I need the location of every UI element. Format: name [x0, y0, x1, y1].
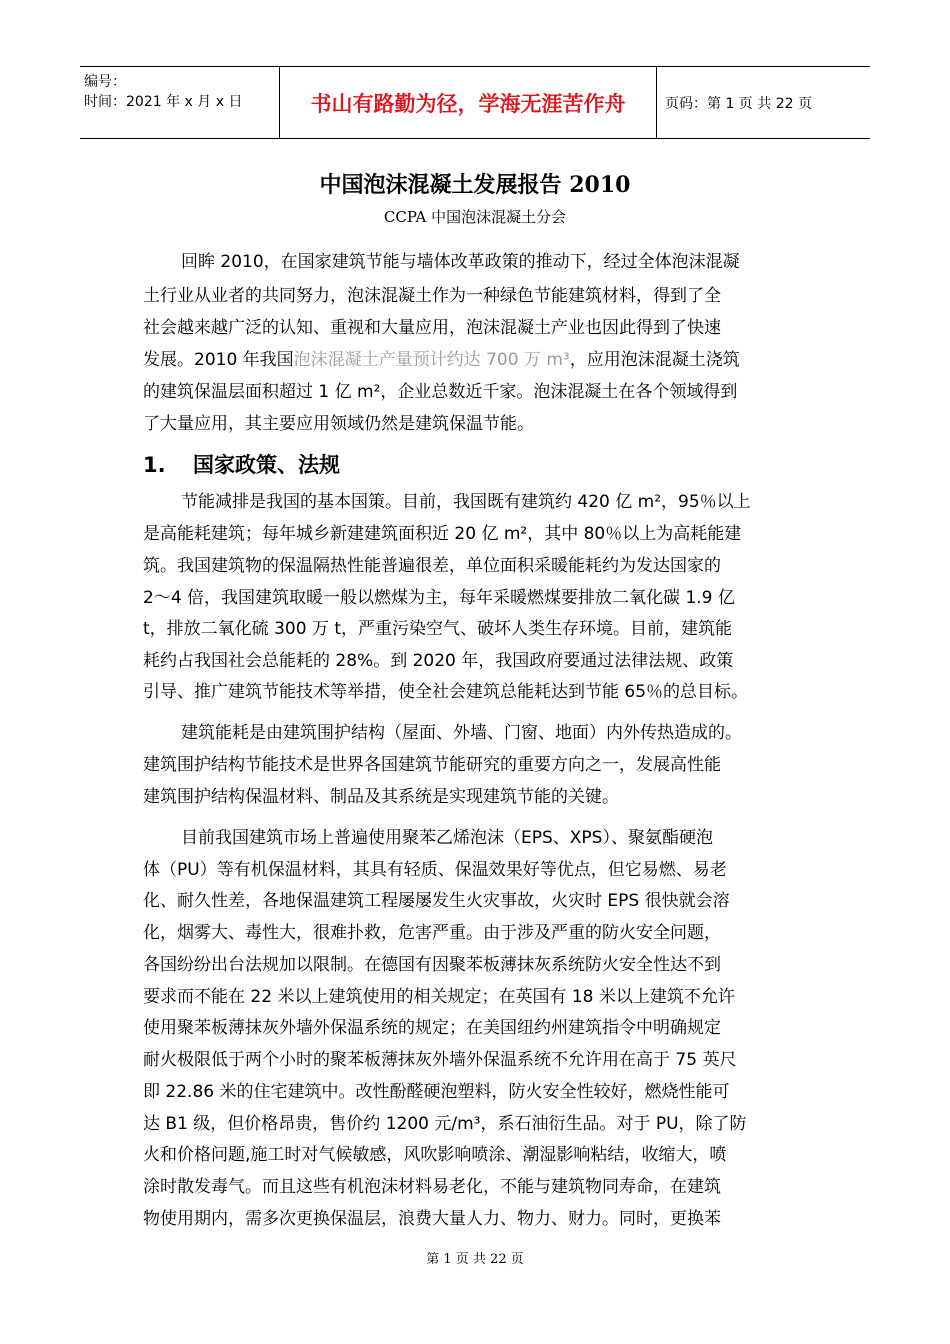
paragraph-line: 各国纷纷出台法规加以限制。在德国有因聚苯板薄抹灰系统防火安全性达不到 [143, 955, 721, 975]
paragraph-line: 化，烟雾大、毒性大，很难扑救，危害严重。由于涉及严重的防火安全问题， [143, 923, 721, 943]
paragraph-line: 使用聚苯板薄抹灰外墙外保温系统的规定；在美国纽约州建筑指令中明确规定 [143, 1018, 721, 1038]
header-page-info: 页码：第 1 页 共 22 页 [665, 95, 812, 112]
paragraph-line: 是高能耗建筑；每年城乡新建建筑面积近 20 亿 m²，其中 80％以上为高耗能建 [143, 524, 742, 544]
paragraph-line [143, 348, 808, 372]
header-meta [80, 67, 279, 138]
section-heading [143, 450, 340, 480]
paragraph-line: 达 B1 级，但价格昂贵，售价约 1200 元/m³，系石油衍生品。对于 PU，除了防 [143, 1114, 747, 1134]
paragraph-line: 土行业从业者的共同努力，泡沫混凝土作为一种绿色节能建筑材料，得到了全 [143, 286, 721, 306]
document-time-label: 时间：2021 年 x 月 x 日 [84, 94, 243, 110]
text-span: ，应用泡沫混凝土浇筑 [569, 350, 740, 370]
paragraph-line: 引导、推广建筑节能技术等举措，使全社会建筑总能耗达到节能 65％的总目标。 [143, 682, 749, 702]
paragraph-line: 目前我国建筑市场上普遍使用聚苯乙烯泡沫（EPS、XPS）、聚氨酯硬泡 [181, 828, 713, 848]
paragraph-line: 的建筑保温层面积超过 1 亿 m²，企业总数近千家。泡沫混凝土在各个领域得到 [143, 382, 738, 402]
section-number: 1. [143, 453, 166, 477]
document-title: 中国泡沫混凝土发展报告 2010 [319, 172, 631, 198]
paragraph-line: 物使用期内，需多次更换保温层，浪费大量人力、物力、财力。同时，更换苯 [143, 1209, 721, 1229]
paragraph-line: 了大量应用，其主要应用领域仍然是建筑保温节能。 [143, 414, 534, 434]
document-code-label: 编号： [84, 74, 126, 90]
paragraph-line: 社会越来越广泛的认知、重视和大量应用，泡沫混凝土产业也因此得到了快速 [143, 318, 721, 338]
paragraph-line: 耗约占我国社会总能耗的 28%。到 2020 年，我国政府要通过法律法规、政策 [143, 651, 734, 671]
section-title: 国家政策、法规 [193, 453, 340, 477]
paragraph-line: 2～4 倍，我国建筑取暖一般以燃煤为主，每年采暖燃煤要排放二氧化碳 1.9 亿 [143, 588, 735, 608]
paragraph-line: 要求而不能在 22 米以上建筑使用的相关规定；在英国有 18 米以上建筑不允许 [143, 987, 735, 1007]
paragraph-line: 即 22.86 米的住宅建筑中。改性酚醛硬泡塑料，防火安全性较好，燃烧性能可 [143, 1082, 730, 1102]
page-footer: 第 1 页 共 22 页 [426, 1252, 524, 1267]
highlighted-text: 泡沫混凝土产量预计约达 700 万 m³ [293, 350, 570, 370]
paragraph-line: 建筑围护结构节能技术是世界各国建筑节能研究的重要方向之一，发展高性能 [143, 755, 721, 775]
paragraph-line: 涂时散发毒气。而且这些有机泡沫材料易老化，不能与建筑物同寿命，在建筑 [143, 1177, 721, 1197]
paragraph-line: 回眸 2010，在国家建筑节能与墙体改革政策的推动下，经过全体泡沫混凝 [181, 252, 740, 272]
paragraph-line: 建筑围护结构保温材料、制品及其系统是实现建筑节能的关键。 [143, 787, 619, 807]
paragraph-line: 耐火极限低于两个小时的聚苯板薄抹灰外墙外保温系统不允许用在高于 75 英尺 [143, 1050, 737, 1070]
text-span: 发展。2010 年我国 [143, 350, 294, 370]
paragraph-line: 化、耐久性差，各地保温建筑工程屡屡发生火灾事故，火灾时 EPS 很快就会溶 [143, 891, 730, 911]
paragraph-line: t，排放二氧化硫 300 万 t，严重污染空气、破坏人类生存环境。目前，建筑能 [143, 619, 732, 639]
page-header [80, 66, 870, 139]
document-subtitle: CCPA 中国泡沫混凝土分会 [383, 208, 567, 226]
paragraph-line: 节能减排是我国的基本国策。目前，我国既有建筑约 420 亿 m²，95％以上 [181, 492, 751, 512]
paragraph-line: 建筑能耗是由建筑围护结构（屋面、外墙、门窗、地面）内外传热造成的。 [181, 723, 742, 743]
paragraph-line: 筑。我国建筑物的保温隔热性能普遍很差，单位面积采暖能耗约为发达国家的 [143, 556, 721, 576]
paragraph-line: 火和价格问题,施工时对气候敏感，风吹影响喷涂、潮湿影响粘结，收缩大，喷 [143, 1145, 727, 1165]
header-motto: 书山有路勤为径，学海无涯苦作舟 [279, 67, 657, 138]
paragraph-line: 体（PU）等有机保温材料，其具有轻质、保温效果好等优点，但它易燃、易老 [143, 860, 727, 880]
